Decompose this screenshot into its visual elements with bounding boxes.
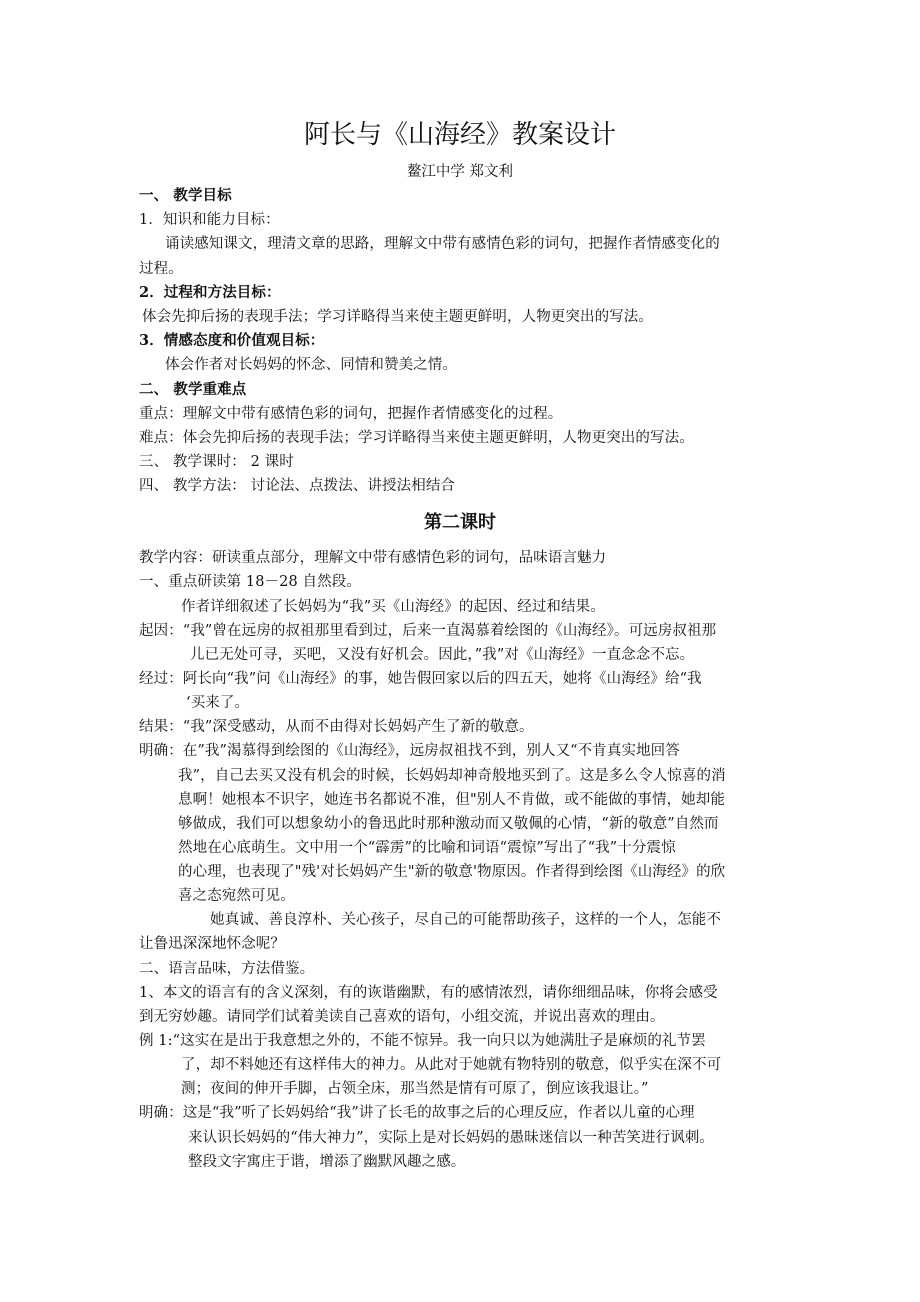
example-1-line-cont: 了，却不料她还有这样伟大的神力。从此对于她就有物特别的敬意，似乎实在深不可 [181, 1057, 722, 1073]
document-title: 阿长与《山海经》教案设计 [303, 120, 616, 150]
author-line: 鳌江中学 郑文利 [406, 164, 514, 180]
clarification-2-line: 明确：这是“我”听了长妈妈给“我”讲了长毛的故事之后的心理反应，作者以儿童的心理 [139, 1105, 695, 1121]
clarification-2-line-cont: 整段文字寓庄于谐，增添了幽默风趣之感。 [188, 1154, 466, 1170]
goal-1-text-cont: 过程。 [139, 261, 183, 277]
goal-2-text: 体会先抑后扬的表现手法；学习详略得当来使主题更鲜明，人物更突出的写法。 [142, 309, 653, 325]
clarification-line: 够做成，我们可以想象幼小的鲁迅此时那种激动而又敬佩的心情，“新的敬意”自然而 [178, 816, 719, 832]
process-line-cont: ‘买来了。 [186, 695, 250, 711]
clarification-line: 息啊！她根本不识字，她连书名都说不准，但"别人不肯做，或不能做的事情，她却能 [178, 792, 725, 808]
clarification-line: 我”，自己去买又没有机会的时候，长妈妈却神奇般地买到了。这是多么令人惊喜的消 [178, 768, 726, 784]
goal-1-label: 1．知识和能力目标： [139, 212, 280, 228]
goal-1-text: 诵读感知课文，理清文章的思路，理解文中带有感情色彩的词句，把握作者情感变化的 [165, 236, 720, 252]
cause-line: 起因：“我”曾在远房的叔祖那里看到过，后来一直渴慕着绘图的《山海经》。可远房叔祖那 [139, 623, 717, 639]
clarification-line: 然地在心底萌生。文中用一个“霹雳”的比喻和词语“震惊”写出了“我”十分震惊 [178, 840, 676, 856]
summary-line-cont: 让鲁迅深深地怀念呢？ [139, 936, 285, 952]
section-title: 第二课时 [424, 512, 496, 533]
clarification-2-line-cont: 来认识长妈妈的“伟大神力”，实际上是对长妈妈的愚昧迷信以一种苦笑进行讽刺。 [188, 1130, 715, 1146]
teaching-hours: 三、 教学课时： 2 课时 [139, 454, 294, 470]
goal-2-label: 2．过程和方法目标： [139, 284, 281, 301]
cause-line-cont: 儿已无处可寻，买吧，又没有好机会。因此，”我”对《山海经》一直念念不忘。 [190, 647, 695, 663]
task-line-cont: 到无穷妙趣。请同学们试着美读自己喜欢的语句，小组交流，并说出喜欢的理由。 [139, 1009, 665, 1025]
teaching-content: 教学内容：研读重点部分，理解文中带有感情色彩的词句，品味语言魅力 [139, 550, 607, 566]
difficult-point: 难点：体会先抑后扬的表现手法；学习详略得当来使主题更鲜明，人物更突出的写法。 [139, 430, 694, 446]
heading-key-points: 二、 教学重难点 [139, 381, 247, 398]
goal-3-text: 体会作者对长妈妈的怀念、同情和赞美之情。 [165, 357, 457, 373]
example-1-line-cont: 测；夜间的伸开手脚，占领全床，那当然是情有可原了，倒应该我退让。” [181, 1081, 649, 1097]
task-line: 1、本文的语言有的含义深刻，有的诙谐幽默，有的感情浓烈，请你细细品味，你将会感受 [139, 985, 718, 1001]
result-line: 结果：“我”深受感动，从而不由得对长妈妈产生了新的敬意。 [139, 719, 534, 735]
goal-3-label: 3．情感态度和价值观目标： [139, 332, 325, 349]
process-line: 经过：阿长向“我”问《山海经》的事，她告假回家以后的四五天，她将《山海经》给“我 [139, 671, 702, 687]
paragraph-line: 作者详细叙述了长妈妈为“我”买《山海经》的起因、经过和结果。 [181, 599, 605, 615]
clarification-line: 的心理，也表现了"残'对长妈妈产生"新的敬意'物原因。作者得到绘图《山海经》的欣 [178, 864, 726, 880]
clarification-line: 明确：在”我”渴慕得到绘图的《山海经》，远房叔祖找不到，别人又“不肯真实地回答 [139, 743, 680, 759]
example-1-line: 例 1:“这实在是出于我意想之外的，不能不惊异。我一向只以为她满肚子是麻烦的礼节罢 [139, 1033, 706, 1049]
key-point: 重点：理解文中带有感情色彩的词句，把握作者情感变化的过程。 [139, 406, 563, 422]
heading-teaching-goals: 一、 教学目标 [139, 187, 232, 204]
part-2-heading: 二、语言品味，方法借鉴。 [139, 961, 315, 977]
summary-line: 她真诚、善良淳朴、关心孩子，尽自己的可能帮助孩子，这样的一个人，怎能不 [210, 912, 721, 928]
teaching-methods: 四、 教学方法： 讨论法、点拨法、讲授法相结合 [139, 478, 456, 494]
clarification-line: 喜之态宛然可见。 [178, 888, 295, 904]
part-1-heading: 一、重点研读第 18－28 自然段。 [139, 574, 361, 590]
